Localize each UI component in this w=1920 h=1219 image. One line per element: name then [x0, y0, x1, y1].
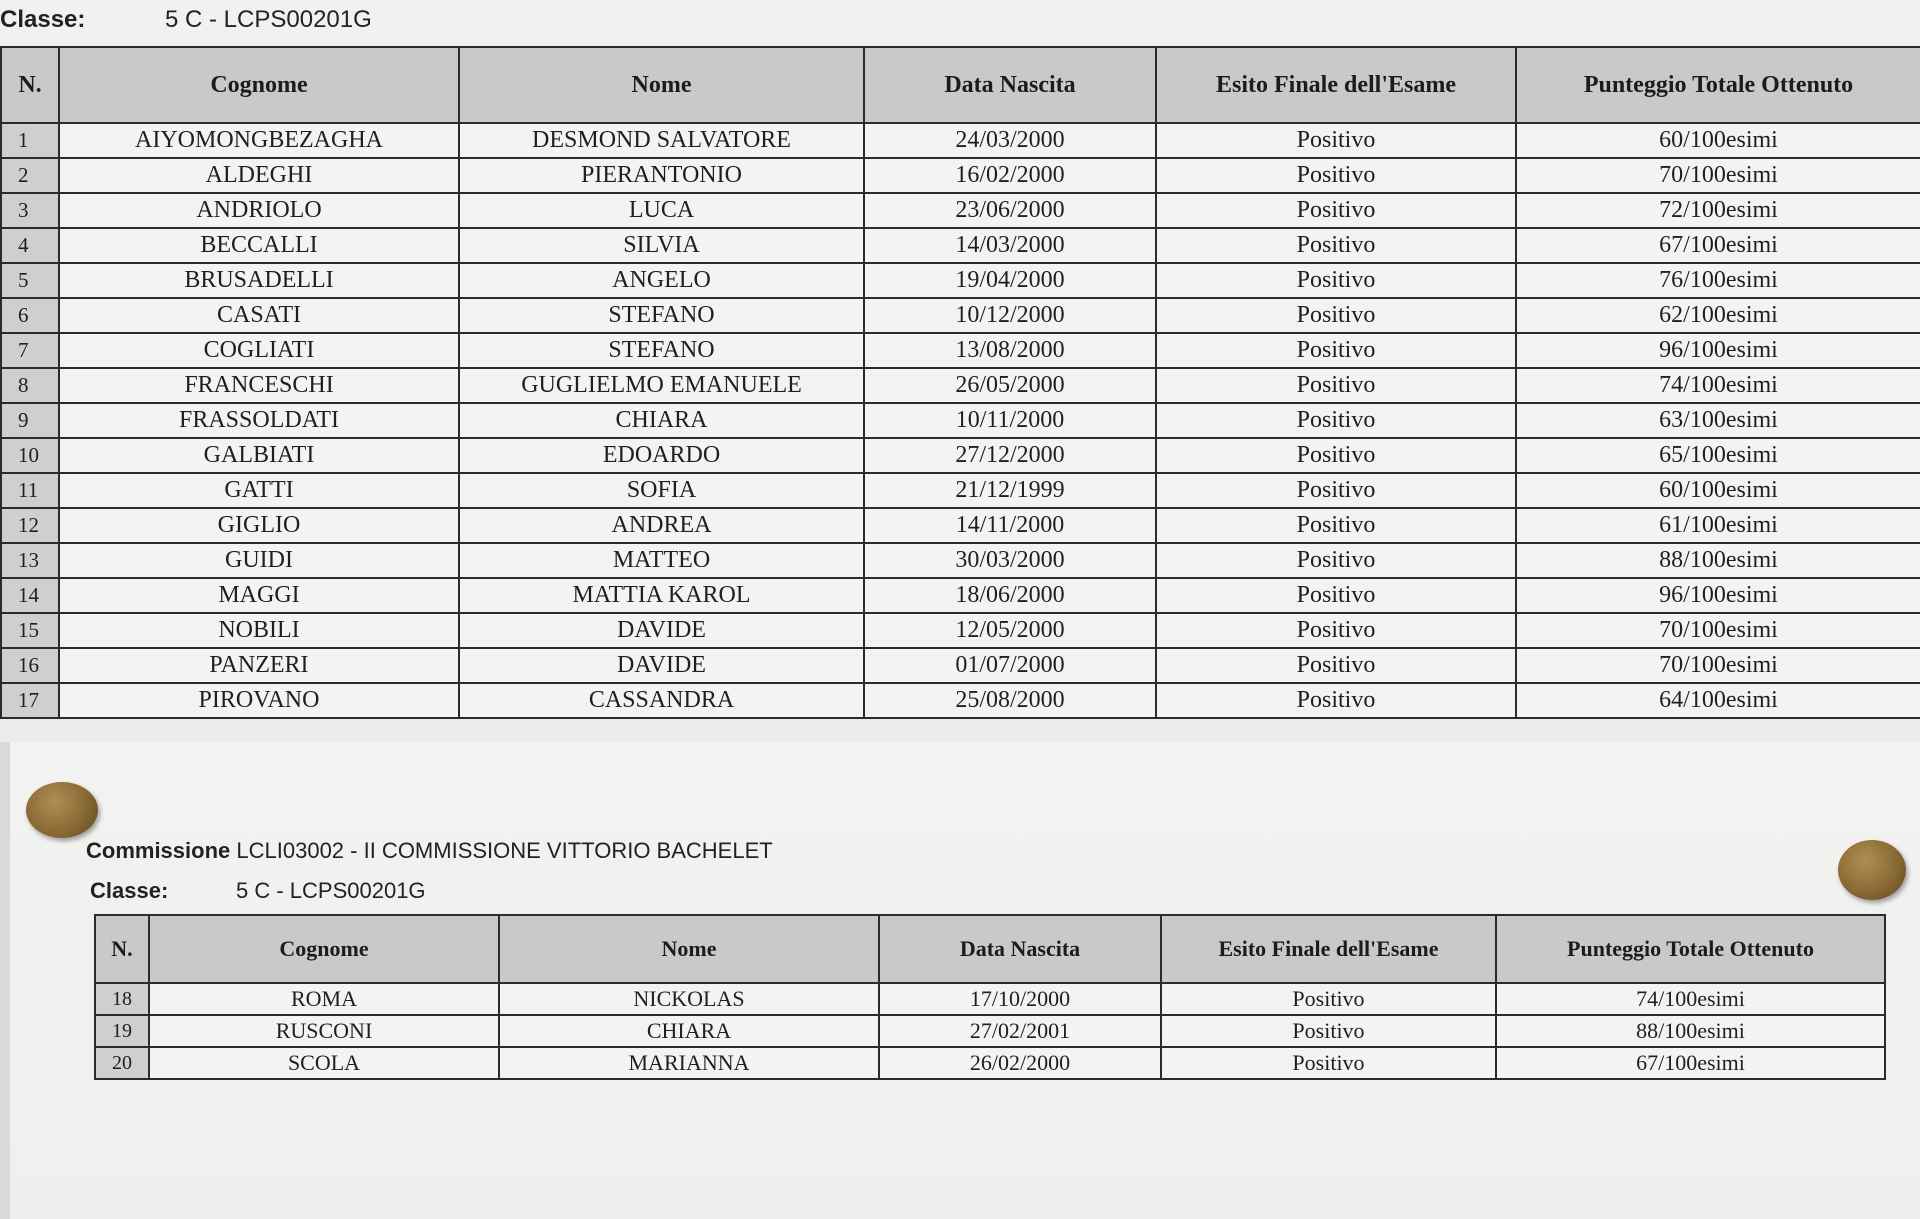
birth-date-cell: 13/08/2000 [864, 333, 1156, 368]
name-cell: CHIARA [499, 1015, 879, 1047]
name-cell: CASSANDRA [459, 683, 864, 718]
surname-cell: RUSCONI [149, 1015, 499, 1047]
table-row [1, 473, 1920, 508]
score-cell: 63/100esimi [1516, 403, 1920, 438]
surname-cell: ALDEGHI [59, 158, 459, 193]
table-row [1, 333, 1920, 368]
header-number: N. [95, 915, 149, 983]
result-cell: Positivo [1156, 683, 1516, 718]
name-cell: DAVIDE [459, 648, 864, 683]
row-number: 10 [1, 438, 59, 473]
result-cell: Positivo [1156, 368, 1516, 403]
commission-value: LCLI03002 - II COMMISSIONE VITTORIO BACHELET [236, 838, 773, 863]
name-cell: MATTEO [459, 543, 864, 578]
surname-cell: CASATI [59, 298, 459, 333]
result-cell: Positivo [1156, 508, 1516, 543]
row-number: 12 [1, 508, 59, 543]
header-birth-date: Data Nascita [864, 47, 1156, 123]
birth-date-cell: 26/02/2000 [879, 1047, 1161, 1079]
score-cell: 76/100esimi [1516, 263, 1920, 298]
table-header-row [1, 47, 1920, 123]
table-row [1, 298, 1920, 333]
thumbtack-pin-icon [26, 782, 98, 838]
score-cell: 67/100esimi [1496, 1047, 1885, 1079]
score-cell: 72/100esimi [1516, 193, 1920, 228]
table-row [1, 683, 1920, 718]
table-row [1, 123, 1920, 158]
birth-date-cell: 23/06/2000 [864, 193, 1156, 228]
bottom-sheet [10, 742, 1920, 1219]
result-cell: Positivo [1156, 438, 1516, 473]
surname-cell: COGLIATI [59, 333, 459, 368]
birth-date-cell: 21/12/1999 [864, 473, 1156, 508]
result-cell: Positivo [1156, 123, 1516, 158]
birth-date-cell: 10/11/2000 [864, 403, 1156, 438]
birth-date-cell: 24/03/2000 [864, 123, 1156, 158]
name-cell: ANDREA [459, 508, 864, 543]
birth-date-cell: 18/06/2000 [864, 578, 1156, 613]
row-number: 20 [95, 1047, 149, 1079]
score-cell: 65/100esimi [1516, 438, 1920, 473]
thumbtack-pin-icon [1838, 840, 1906, 900]
row-number: 18 [95, 983, 149, 1015]
surname-cell: BRUSADELLI [59, 263, 459, 298]
class-line-bottom [90, 878, 426, 904]
name-cell: NICKOLAS [499, 983, 879, 1015]
table-header-row [95, 915, 1885, 983]
result-cell: Positivo [1156, 543, 1516, 578]
result-cell: Positivo [1156, 228, 1516, 263]
name-cell: STEFANO [459, 298, 864, 333]
score-cell: 70/100esimi [1516, 158, 1920, 193]
header-final-result: Esito Finale dell'Esame [1161, 915, 1496, 983]
row-number: 5 [1, 263, 59, 298]
results-table-bottom [94, 914, 1886, 1080]
table-row [1, 403, 1920, 438]
row-number: 4 [1, 228, 59, 263]
row-number: 19 [95, 1015, 149, 1047]
surname-cell: NOBILI [59, 613, 459, 648]
birth-date-cell: 25/08/2000 [864, 683, 1156, 718]
table-row [1, 613, 1920, 648]
surname-cell: GALBIATI [59, 438, 459, 473]
table-row [1, 193, 1920, 228]
row-number: 8 [1, 368, 59, 403]
result-cell: Positivo [1161, 1047, 1496, 1079]
header-name: Nome [459, 47, 864, 123]
surname-cell: PANZERI [59, 648, 459, 683]
surname-cell: GATTI [59, 473, 459, 508]
table-row [1, 648, 1920, 683]
score-cell: 62/100esimi [1516, 298, 1920, 333]
surname-cell: GIGLIO [59, 508, 459, 543]
header-birth-date: Data Nascita [879, 915, 1161, 983]
row-number: 17 [1, 683, 59, 718]
table-row [1, 438, 1920, 473]
name-cell: CHIARA [459, 403, 864, 438]
result-cell: Positivo [1156, 158, 1516, 193]
row-number: 13 [1, 543, 59, 578]
table-body-top [1, 123, 1920, 718]
row-number: 11 [1, 473, 59, 508]
table-row [1, 263, 1920, 298]
result-cell: Positivo [1156, 333, 1516, 368]
score-cell: 67/100esimi [1516, 228, 1920, 263]
row-number: 9 [1, 403, 59, 438]
score-cell: 74/100esimi [1516, 368, 1920, 403]
table-row [1, 368, 1920, 403]
row-number: 2 [1, 158, 59, 193]
name-cell: DESMOND SALVATORE [459, 123, 864, 158]
result-cell: Positivo [1156, 473, 1516, 508]
birth-date-cell: 27/12/2000 [864, 438, 1156, 473]
result-cell: Positivo [1156, 403, 1516, 438]
birth-date-cell: 19/04/2000 [864, 263, 1156, 298]
row-number: 16 [1, 648, 59, 683]
result-cell: Positivo [1161, 1015, 1496, 1047]
table-row [95, 983, 1885, 1015]
score-cell: 70/100esimi [1516, 648, 1920, 683]
surname-cell: MAGGI [59, 578, 459, 613]
table-row [1, 228, 1920, 263]
result-cell: Positivo [1156, 298, 1516, 333]
name-cell: STEFANO [459, 333, 864, 368]
table-row [95, 1047, 1885, 1079]
name-cell: SILVIA [459, 228, 864, 263]
birth-date-cell: 16/02/2000 [864, 158, 1156, 193]
table-row [95, 1015, 1885, 1047]
birth-date-cell: 01/07/2000 [864, 648, 1156, 683]
score-cell: 60/100esimi [1516, 123, 1920, 158]
header-total-score: Punteggio Totale Ottenuto [1516, 47, 1920, 123]
row-number: 15 [1, 613, 59, 648]
row-number: 7 [1, 333, 59, 368]
birth-date-cell: 12/05/2000 [864, 613, 1156, 648]
commission-line [86, 838, 773, 864]
row-number: 1 [1, 123, 59, 158]
results-table-top [0, 46, 1920, 719]
header-final-result: Esito Finale dell'Esame [1156, 47, 1516, 123]
row-number: 14 [1, 578, 59, 613]
surname-cell: ANDRIOLO [59, 193, 459, 228]
surname-cell: AIYOMONGBEZAGHA [59, 123, 459, 158]
name-cell: MARIANNA [499, 1047, 879, 1079]
result-cell: Positivo [1156, 193, 1516, 228]
result-cell: Positivo [1156, 578, 1516, 613]
score-cell: 60/100esimi [1516, 473, 1920, 508]
birth-date-cell: 26/05/2000 [864, 368, 1156, 403]
result-cell: Positivo [1161, 983, 1496, 1015]
commission-label: Commissione [86, 838, 231, 863]
class-label: Classe: [0, 6, 86, 33]
birth-date-cell: 27/02/2001 [879, 1015, 1161, 1047]
score-cell: 61/100esimi [1516, 508, 1920, 543]
header-surname: Cognome [149, 915, 499, 983]
row-number: 3 [1, 193, 59, 228]
name-cell: GUGLIELMO EMANUELE [459, 368, 864, 403]
surname-cell: BECCALLI [59, 228, 459, 263]
name-cell: DAVIDE [459, 613, 864, 648]
table-row [1, 158, 1920, 193]
table-body-bottom [95, 983, 1885, 1079]
score-cell: 70/100esimi [1516, 613, 1920, 648]
score-cell: 64/100esimi [1516, 683, 1920, 718]
table-row [1, 543, 1920, 578]
birth-date-cell: 17/10/2000 [879, 983, 1161, 1015]
row-number: 6 [1, 298, 59, 333]
class-label: Classe: [90, 878, 169, 903]
table-row [1, 578, 1920, 613]
table-row [1, 508, 1920, 543]
class-line-top [0, 6, 372, 34]
header-surname: Cognome [59, 47, 459, 123]
name-cell: PIERANTONIO [459, 158, 864, 193]
result-cell: Positivo [1156, 648, 1516, 683]
score-cell: 74/100esimi [1496, 983, 1885, 1015]
name-cell: ANGELO [459, 263, 864, 298]
name-cell: LUCA [459, 193, 864, 228]
class-value: 5 C - LCPS00201G [236, 878, 426, 903]
class-value: 5 C - LCPS00201G [165, 6, 372, 33]
result-cell: Positivo [1156, 263, 1516, 298]
birth-date-cell: 30/03/2000 [864, 543, 1156, 578]
name-cell: MATTIA KAROL [459, 578, 864, 613]
birth-date-cell: 10/12/2000 [864, 298, 1156, 333]
surname-cell: FRASSOLDATI [59, 403, 459, 438]
header-number: N. [1, 47, 59, 123]
score-cell: 96/100esimi [1516, 578, 1920, 613]
name-cell: EDOARDO [459, 438, 864, 473]
surname-cell: PIROVANO [59, 683, 459, 718]
header-total-score: Punteggio Totale Ottenuto [1496, 915, 1885, 983]
surname-cell: ROMA [149, 983, 499, 1015]
surname-cell: FRANCESCHI [59, 368, 459, 403]
header-name: Nome [499, 915, 879, 983]
birth-date-cell: 14/03/2000 [864, 228, 1156, 263]
score-cell: 88/100esimi [1496, 1015, 1885, 1047]
surname-cell: GUIDI [59, 543, 459, 578]
score-cell: 96/100esimi [1516, 333, 1920, 368]
score-cell: 88/100esimi [1516, 543, 1920, 578]
surname-cell: SCOLA [149, 1047, 499, 1079]
name-cell: SOFIA [459, 473, 864, 508]
birth-date-cell: 14/11/2000 [864, 508, 1156, 543]
result-cell: Positivo [1156, 613, 1516, 648]
